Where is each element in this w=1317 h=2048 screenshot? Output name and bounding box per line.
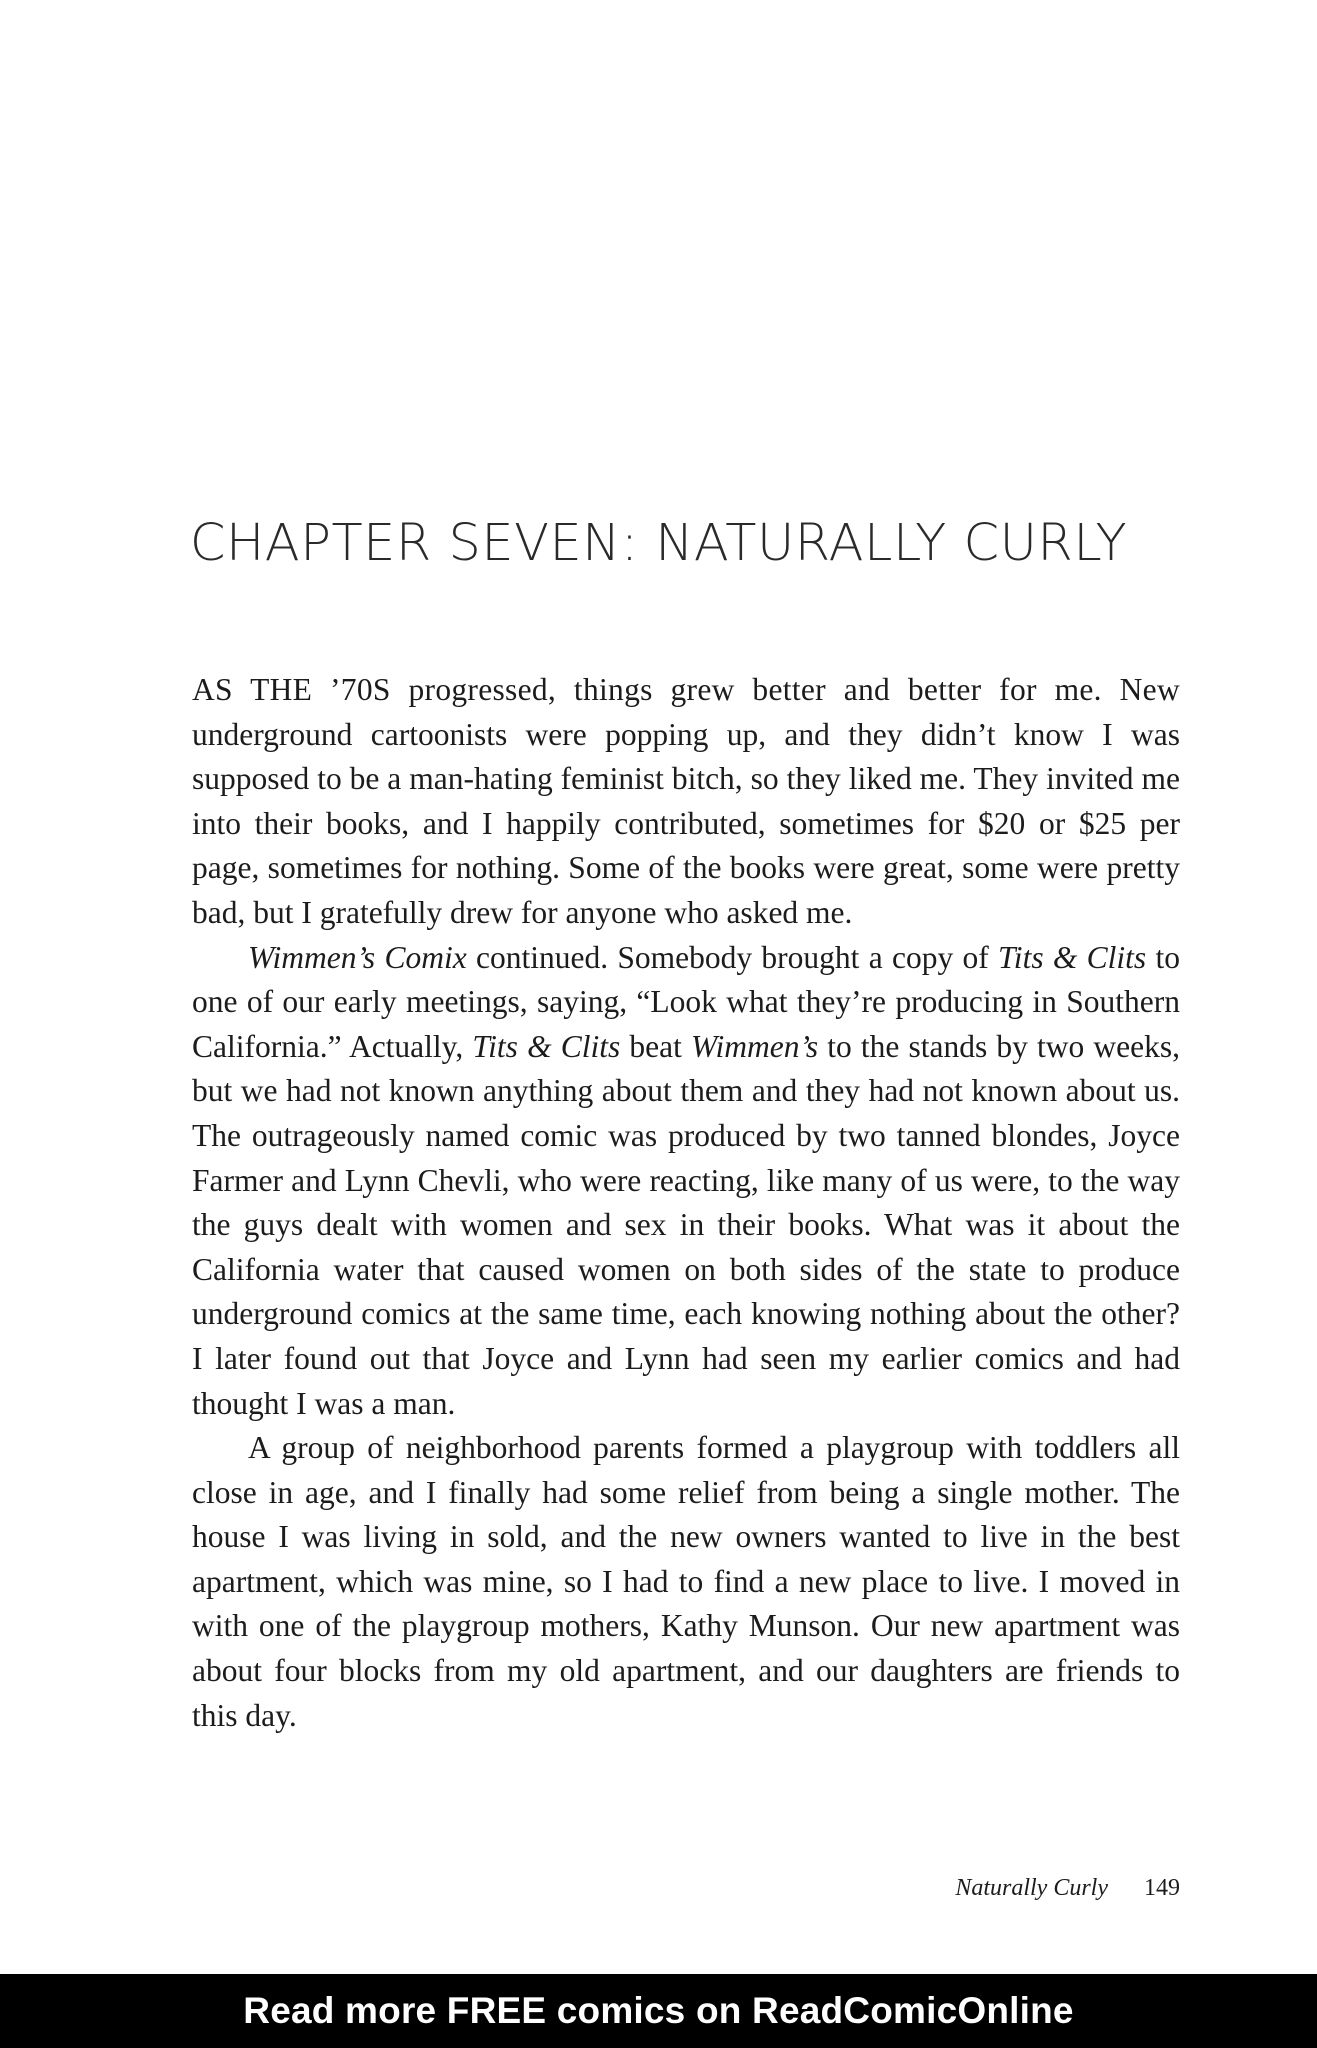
italic-title-span: Wimmen’s Comix [248,939,467,975]
paragraph [192,936,1180,1427]
paragraph [192,1426,1180,1738]
page-number: 149 [1144,1875,1180,1901]
paragraph [192,668,1180,936]
italic-title-span: Wimmen’s [690,1028,819,1064]
text-run: beat [620,1028,691,1064]
running-title: Naturally Curly [955,1875,1108,1901]
promo-link[interactable]: Read more FREE comics on ReadComicOnline [243,1990,1074,2031]
chapter-body [192,668,1180,1738]
text-run: to one of our early meetings, saying, “Look what they’re producing in Southern California.” Actually, [192,939,1180,1064]
chapter-title: CHAPTER SEVEN: NATURALLY CURLY [189,514,1128,573]
italic-title-span: Tits & Clits [998,939,1147,975]
text-run: A group of neighborhood parents formed a playgroup with toddlers all close in age, and I finally had some relief from being a single mother. The house I was living in sold, and the new owners wanted to live in the best apartment, which was mine, so I had to find a new place to live. I moved in with one of the playgroup mothers, Kathy Munson. Our new apartment was about four blocks from my old apartment, and our daughters are friends to this day. [192,1430,1180,1733]
italic-title-span: Tits & Clits [472,1028,621,1064]
page-footer [955,1872,1180,1904]
text-run: AS THE ’70S progressed, things grew better and better for me. New underground cartoonists were popping up, and they didn’t know I was supposed to be a man-hating feminist bitch, so they liked me. They invited me into their books, and I happily contributed, sometimes for $20 or $25 per page, sometimes for nothing. Some of the books were great, some were pretty bad, but I gratefully drew for anyone who asked me. [192,672,1180,930]
text-run: to the stands by two weeks, but we had not known anything about them and they had not known about us. The outrageously named comic was produced by two tanned blondes, Joyce Farmer and Lynn Chevli, who were reacting, like many of us were, to the way the guys dealt with women and sex in their books. What was it about the California water that caused women on both sides of the state to produce underground comics at the same time, each knowing nothing about the other? I later found out that Joyce and Lynn had seen my earlier comics and had thought I was a man. [192,1028,1181,1421]
text-run: continued. Somebody brought a copy of [466,939,999,975]
promo-banner [0,1974,1317,2048]
